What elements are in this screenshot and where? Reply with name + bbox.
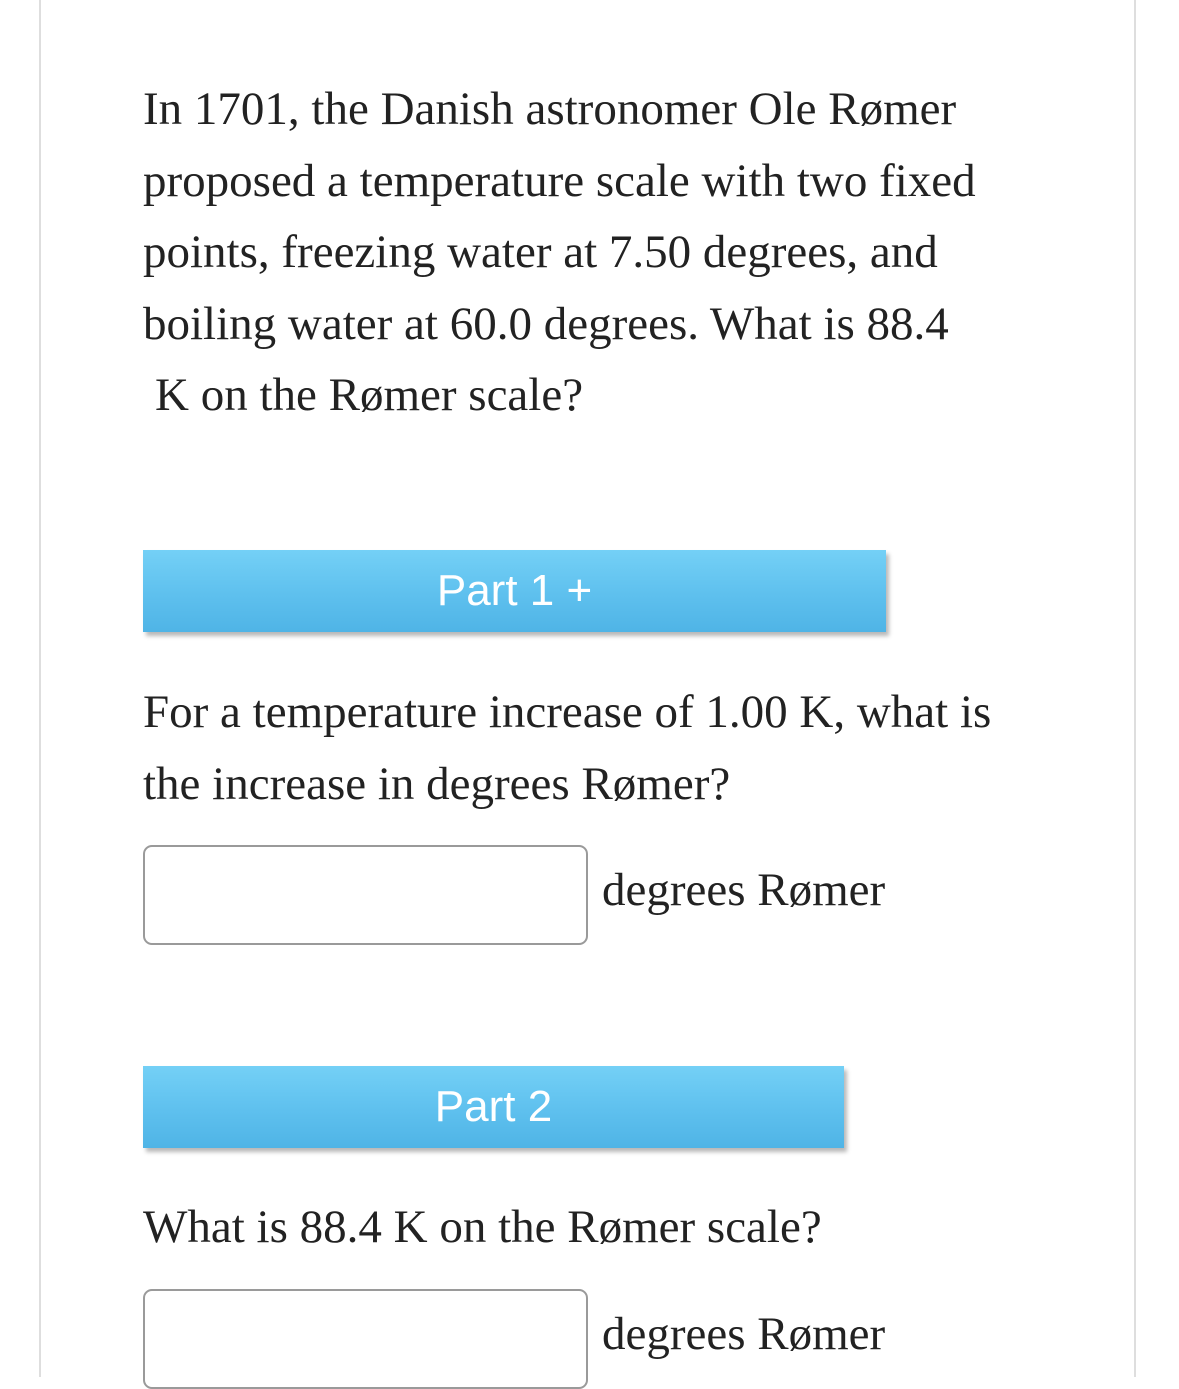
part-2-header[interactable] <box>143 1066 844 1148</box>
part-2-unit-label: degrees Rømer <box>602 1308 886 1360</box>
problem-statement <box>143 74 1043 432</box>
problem-line-2: proposed a temperature scale with two fixed <box>143 154 976 207</box>
part-1-answer-row <box>143 845 885 945</box>
problem-line-4: boiling water at 60.0 degrees. What is 88.4 <box>143 297 949 350</box>
part-1-question-line-1: For a temperature increase of 1.00 K, what is <box>143 686 992 738</box>
problem-line-1: In 1701, the Danish astronomer Ole Rømer <box>143 83 957 135</box>
part-1-label: Part 1 + <box>436 566 593 615</box>
problem-line-3: points, freezing water at 7.50 degrees, and <box>143 226 938 278</box>
problem-line-5: K on the Rømer scale? <box>155 369 584 421</box>
part-1-unit-label: degrees Rømer <box>602 864 886 916</box>
part-2-label: Part 2 <box>434 1082 553 1131</box>
part-1-question <box>143 677 1063 820</box>
part-1-question-line-2: the increase in degrees Rømer? <box>143 757 731 810</box>
part-2-question: What is 88.4 K on the Rømer scale? <box>143 1201 822 1253</box>
part-1-answer-input[interactable] <box>143 845 588 945</box>
part-2-answer-input[interactable] <box>143 1289 588 1389</box>
part-2-answer-row <box>143 1289 885 1389</box>
part-1-header[interactable] <box>143 550 886 632</box>
